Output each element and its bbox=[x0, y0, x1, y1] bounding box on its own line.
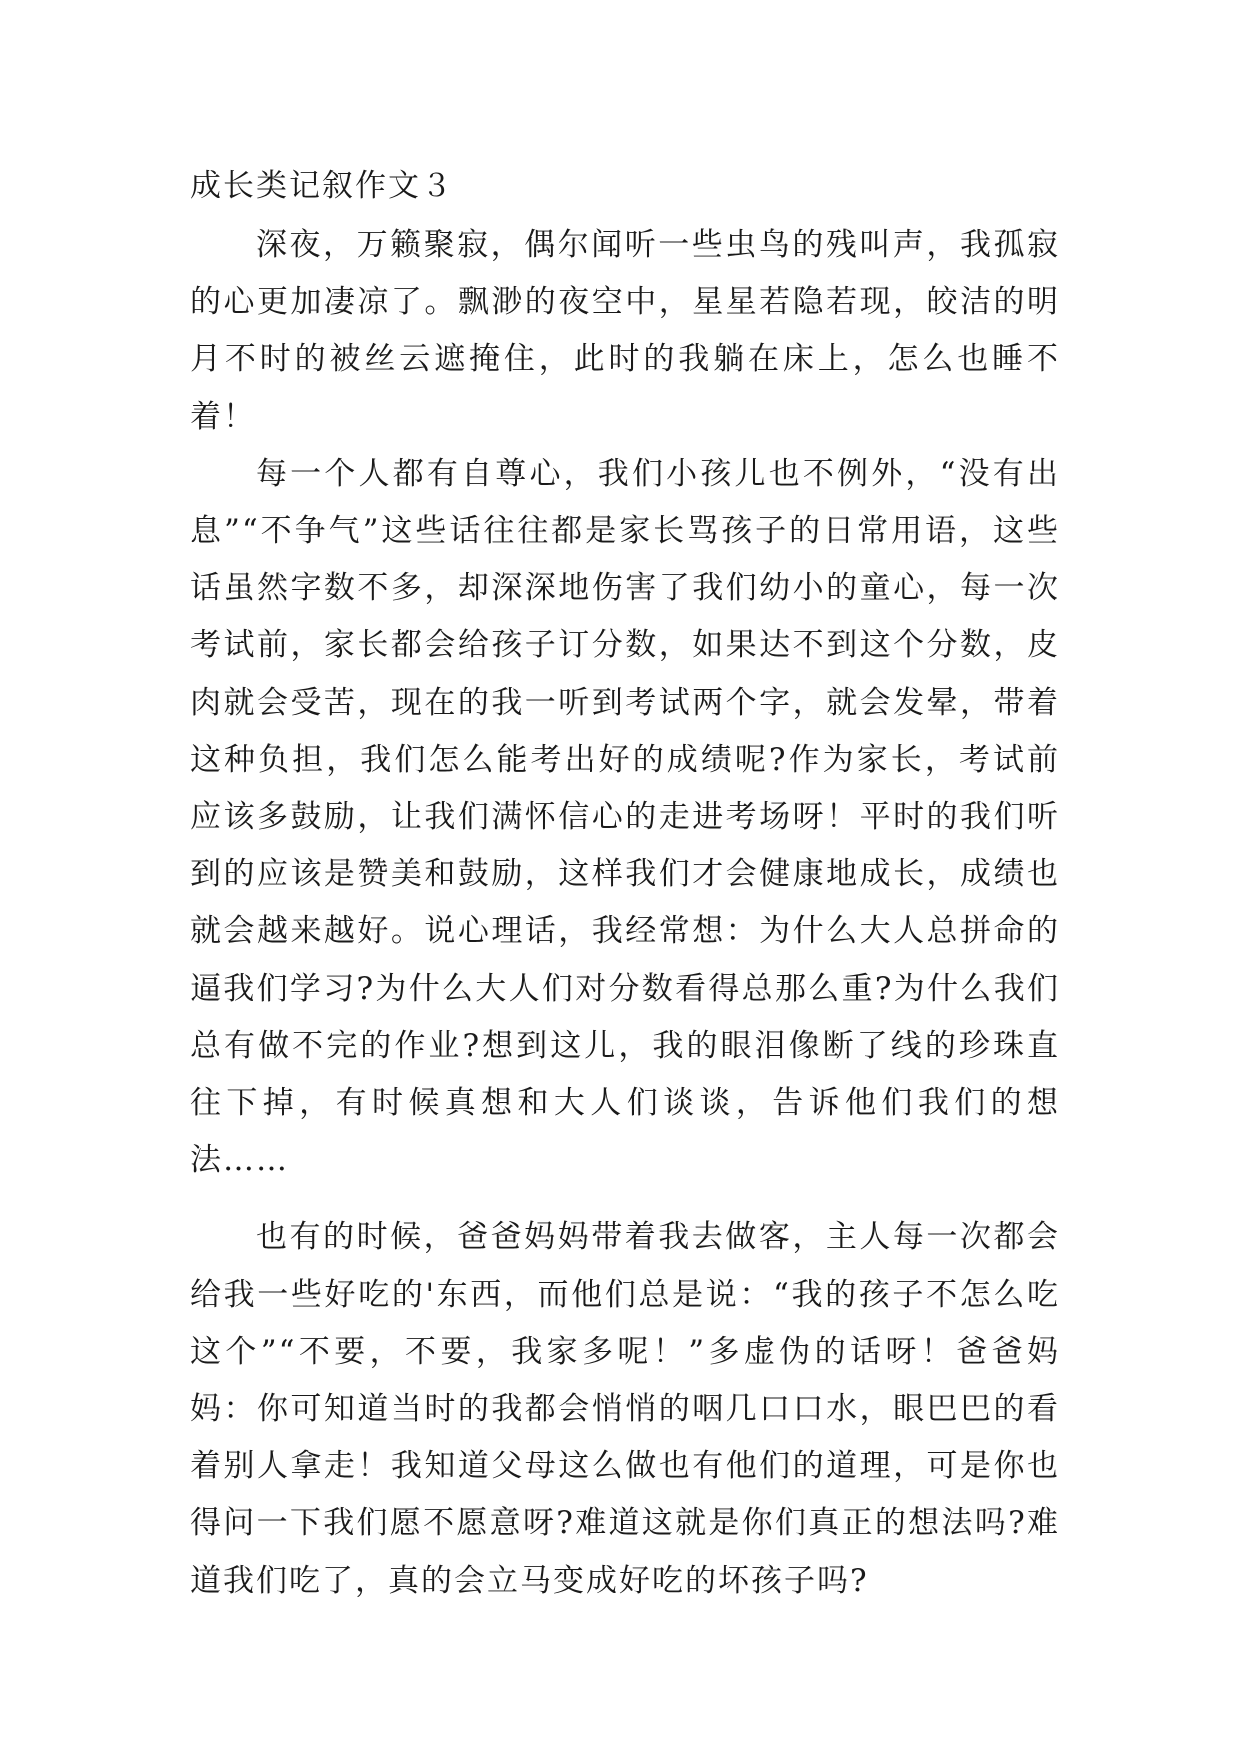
document-page bbox=[190, 165, 1060, 1610]
document-title: 成长类记叙作文３ bbox=[190, 168, 454, 204]
paragraph-visiting: 也有的时候，爸爸妈妈带着我去做客，主人每一次都会给我一些好吃的'东西，而他们总是说：“我的孩子不怎么吃这个”“不要，不要，我家多呢！”多虚伪的话呀！爸爸妈妈：你可知道当时的我都会悄悄的咽几口口水，眼巴巴的看着别人拿走！我知道父母这么做也有他们的道理，可是你也得问一下我们愿不愿意呀?难道这就是你们真正的想法吗?难道我们吃了，真的会立马变成好吃的坏孩子吗? bbox=[190, 1219, 1060, 1599]
paragraph-night: 深夜，万籁聚寂，偶尔闻听一些虫鸟的残叫声，我孤寂的心更加凄凉了。飘渺的夜空中，星星若隐若现，皎洁的明月不时的被丝云遮掩住，此时的我躺在床上，怎么也睡不着！ bbox=[190, 227, 1060, 435]
paragraph-self-esteem: 每一个人都有自尊心，我们小孩儿也不例外，“没有出息”“不争气”这些话往往都是家长骂孩子的日常用语，这些话虽然字数不多，却深深地伤害了我们幼小的童心，每一次考试前，家长都会给孩子订分数，如果达不到这个分数，皮肉就会受苦，现在的我一听到考试两个字，就会发晕，带着这种负担，我们怎么能考出好的成绩呢?作为家长，考试前应该多鼓励，让我们满怀信心的走进考场呀！平时的我们听到的应该是赞美和鼓励，这样我们才会健康地成长，成绩也就会越来越好。说心理话，我经常想：为什么大人总拼命的逼我们学习?为什么大人们对分数看得总那么重?为什么我们总有做不完的作业?想到这儿，我的眼泪像断了线的珍珠直往下掉，有时候真想和大人们谈谈，告诉他们我们的想法…… bbox=[190, 455, 1060, 1179]
